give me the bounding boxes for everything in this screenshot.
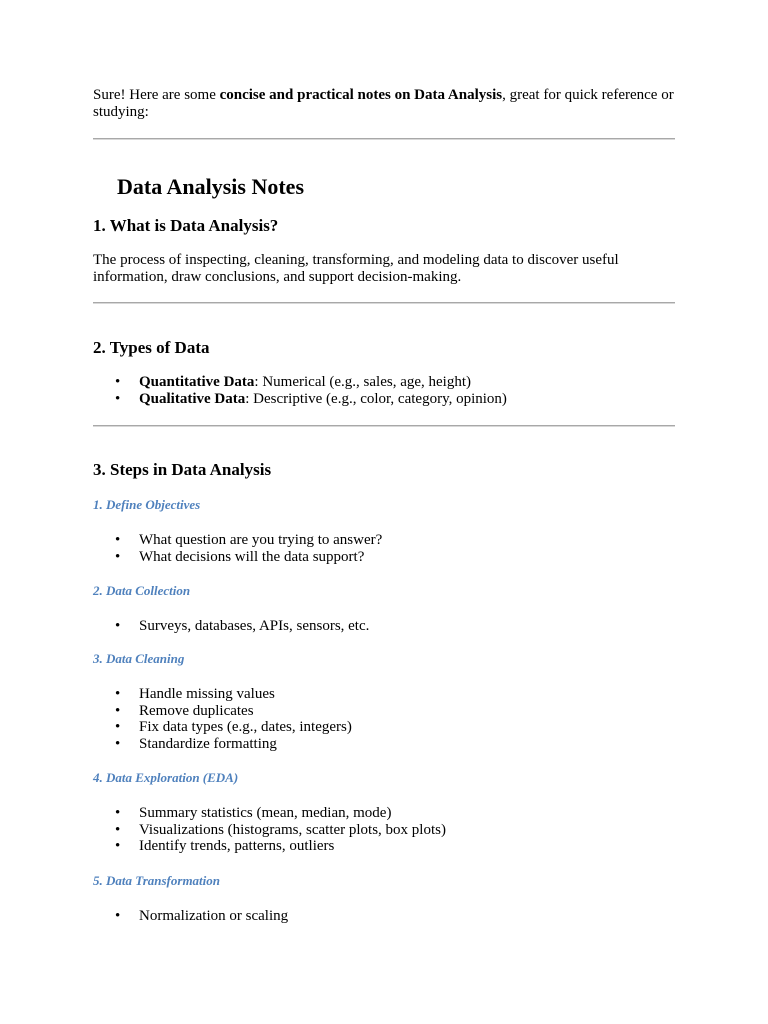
bullet: • [115,719,121,736]
list-item-text: What decisions will the data support? [139,548,365,565]
list-item [93,532,382,549]
bullet: • [115,702,121,719]
bullet: • [115,838,121,855]
step-4-list [93,805,446,855]
types-of-data-list [93,374,507,407]
list-item-text: Handle missing values [139,686,275,702]
intro-paragraph [93,87,675,121]
section-1-heading: 1. What is Data Analysis? [93,216,279,235]
list-item-text: Identify trends, patterns, outliers [139,838,335,855]
list-item [93,618,369,635]
section-1-body: The process of inspecting, cleaning, transforming, and modeling data to discover useful information, draw conclusions, and support decision-making. [93,252,619,285]
step-3-list [93,686,352,753]
step-2-title: 2. Data Collection [93,583,191,598]
bullet: • [115,736,121,753]
list-item-text: Visualizations (histograms, scatter plots, box plots) [139,821,446,838]
list-item-term: Quantitative Data [139,374,255,390]
bullet: • [115,821,121,838]
horizontal-rule [93,302,675,304]
horizontal-rule [93,425,675,427]
bullet: • [115,805,121,821]
step-4-title: 4. Data Exploration (EDA) [93,770,239,785]
list-item-text: Remove duplicates [139,702,254,719]
horizontal-rule [93,138,675,140]
list-item [93,391,507,408]
list-item-term: Qualitative Data [139,390,246,407]
list-item-desc: : Numerical (e.g., sales, age, height) [254,374,472,390]
section-3-heading: 3. Steps in Data Analysis [93,460,272,479]
list-item-desc: : Descriptive (e.g., color, category, opinion) [245,390,507,407]
list-item [93,719,352,736]
intro-suffix: , great for quick reference or studying: [93,87,674,120]
bullet: • [115,532,121,548]
step-5-title: 5. Data Transformation [93,873,221,888]
list-item [93,374,507,391]
bullet: • [115,390,121,407]
section-2-heading: 2. Types of Data [93,338,210,357]
list-item-text: Summary statistics (mean, median, mode) [139,805,392,821]
step-1-list [93,532,382,565]
list-item-text: Surveys, databases, APIs, sensors, etc. [139,618,370,634]
step-5-list [93,908,288,925]
list-item [93,549,382,566]
bullet: • [115,686,121,702]
list-item-text: Standardize formatting [139,736,277,753]
intro-bold: concise and practical notes on Data Analysis [219,87,503,103]
list-item-text: Normalization or scaling [139,908,289,924]
step-1-title: 1. Define Objectives [93,497,201,512]
bullet: • [115,908,121,924]
intro-prefix: Sure! Here are some [93,87,220,103]
list-item-text: Fix data types (e.g., dates, integers) [139,719,352,736]
list-item [93,822,446,839]
list-item [93,805,446,822]
list-item [93,703,352,720]
page-title: Data Analysis Notes [117,174,305,199]
bullet: • [115,374,121,390]
bullet: • [115,618,121,634]
list-item [93,736,352,753]
list-item [93,838,446,855]
step-3-title: 3. Data Cleaning [93,651,185,666]
list-item [93,686,352,703]
bullet: • [115,548,121,565]
step-2-list [93,618,369,635]
list-item-text: What question are you trying to answer? [139,532,383,548]
list-item [93,908,288,925]
